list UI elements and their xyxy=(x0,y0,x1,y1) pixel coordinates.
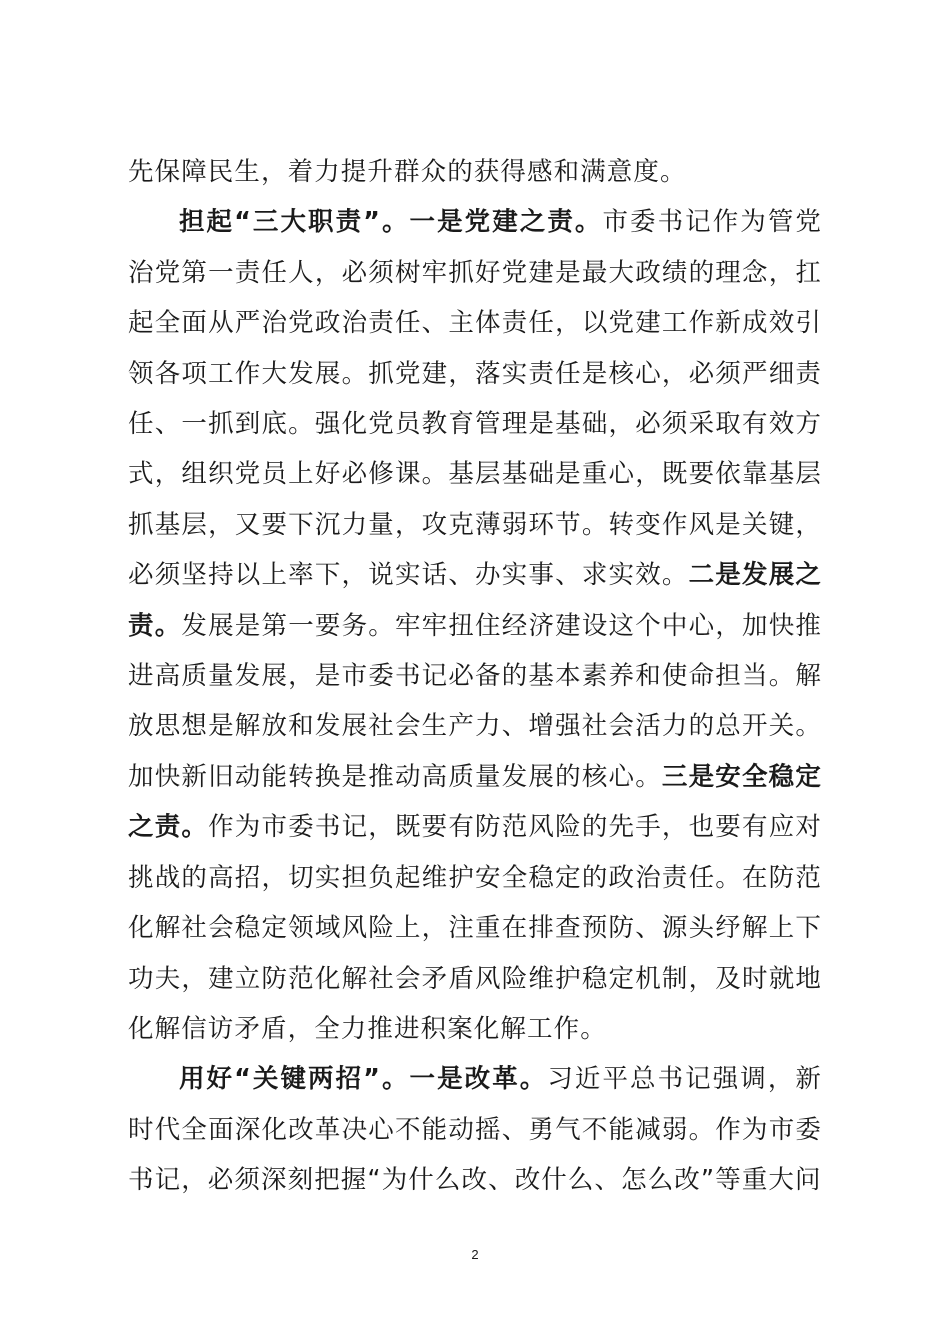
bold-heading-run: 三是安全稳定之责。 xyxy=(128,761,822,843)
text-run: 先保障民生，着力提升群众的获得感和满意度。 xyxy=(128,157,687,187)
text-run: 作为市委书记，既要有防范风险的先手，也要有应对挑战的高招，切实担负起维护安全稳定的政治责任。在防范化解社会稳定领域风险上，注重在排查预防、源头纾解上下功夫，建立防范化解社会矛盾风险维护稳定机制，及时就地化解信访矛盾，全力推进积案化解工作。 xyxy=(128,812,822,1044)
text-run: 习近平总书记强调，新时代全面深化改革决心不能动摇、勇气不能减弱。作为市委书记，必须深刻把握“为什么改、改什么、怎么改”等重大问 xyxy=(128,1064,822,1196)
page-number: 2 xyxy=(471,1247,479,1262)
paragraph xyxy=(128,1054,822,1205)
text-run: 发展是第一要务。牢牢扭住经济建设这个中心，加快推进高质量发展，是市委书记必备的基本素养和使命担当。解放思想是解放和发展社会生产力、增强社会活力的总开关。加快新旧动能转换是推动高质量发展的核心。 xyxy=(128,610,823,792)
text-run: 市委书记作为管党治党第一责任人，必须树牢抓好党建是最大政绩的理念，扛起全面从严治党政治责任、主体责任，以党建工作新成效引领各项工作大发展。抓党建，落实责任是核心，必须严细责任、一抓到底。强化党员教育管理是基础，必须采取有效方式，组织党员上好必修课。基层基础是重心，既要依靠基层抓基层，又要下沉力量，攻克薄弱环节。转变作风是关键，必须坚持以上率下，说实话、办实事、求实效。 xyxy=(128,207,822,591)
paragraph xyxy=(128,197,822,1054)
paragraph xyxy=(128,147,822,197)
bold-heading-run: 用好“关键两招”。一是改革。 xyxy=(179,1064,548,1095)
bold-heading-run: 担起“三大职责”。一是党建之责。 xyxy=(179,207,603,238)
document-body xyxy=(128,147,822,1206)
bold-heading-run: 二是发展之责。 xyxy=(128,560,822,641)
